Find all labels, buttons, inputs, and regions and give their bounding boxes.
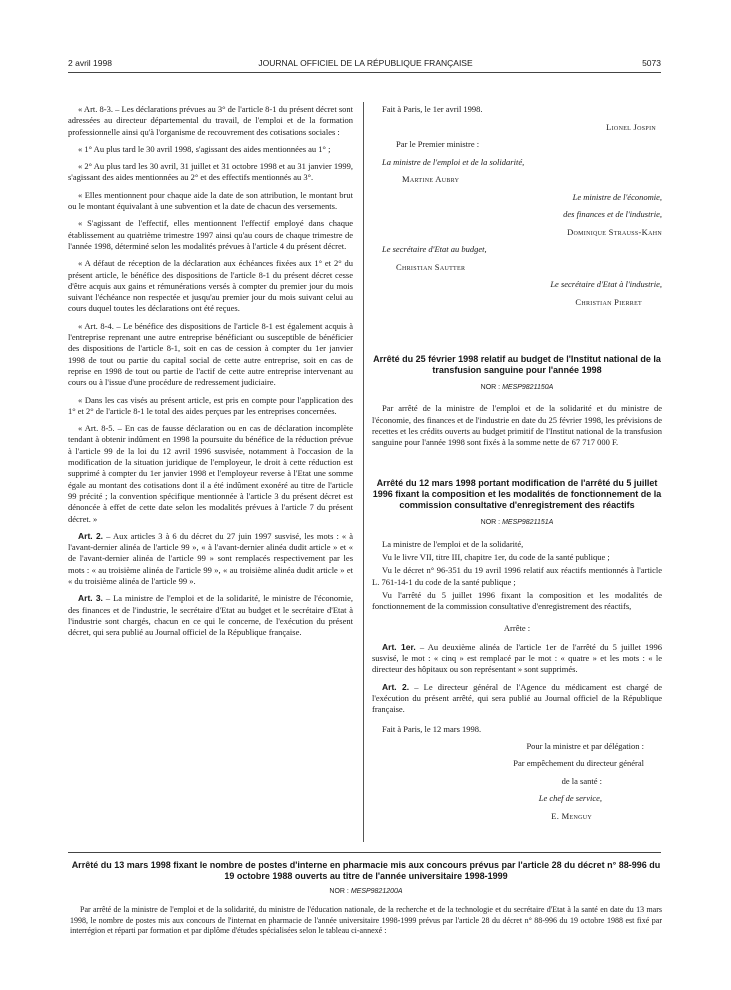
signature-date: Fait à Paris, le 1er avril 1998. bbox=[382, 104, 483, 114]
paragraph: « Art. 8-3. – Les déclarations prévues au 3° de l'article 8-1 du présent décret sont adressées au directeur départemental du travail, de l'emploi et de la formation professionnelle ainsi qu'à l'organisme de recouvrement des cotisations sociales : bbox=[68, 104, 353, 137]
article-label: Art. 3. bbox=[78, 593, 103, 604]
article-2 bbox=[372, 682, 662, 716]
signature-name: Lionel Jospin bbox=[606, 121, 656, 132]
arrete-title: Arrêté du 13 mars 1998 fixant le nombre de postes d'interne en pharmacie mis aux concours prévus par l'article 28 du décret n° 88-996 du 19 octobre 1988 ouverts au titre de l'année universitaire 1998-1999 bbox=[71, 860, 661, 881]
paragraph: « 1° Au plus tard le 30 avril 1998, s'agissant des aides mentionnées au 1° ; bbox=[78, 143, 331, 154]
header-date: 2 avril 1998 bbox=[68, 58, 112, 68]
article-text: – La ministre de l'emploi et de la solidarité, le ministre de l'économie, des finances et de l'industrie, le secrétaire d'Etat au budget et le secrétaire d'Etat à l'industrie sont chargés, chacun en ce qui le concerne, de l'exécution du présent décret, qui sera publié au Journal officiel de la République française. bbox=[68, 593, 353, 638]
signature-role: Le ministre de l'économie, bbox=[572, 191, 662, 202]
signature-role: Par le Premier ministre : bbox=[396, 139, 480, 149]
paragraph: « Art. 8-5. – En cas de fausse déclaration ou en cas de déclaration incomplète tendant à obtenir indûment en 1998 la poursuite du bénéfice de la réduction prévue à l'article 99 de la loi du 12 avril 1996 susvisée, notamment à l'occasion de la modification de la situation juridique de l'employeur, le droit à cette réduction est supprimé à compter du 1er janvier 1998 et l'employeur reverse à l'Etat une somme égale au montant des cotisations dont il a été indûment exonéré au titre de l'article 99 précité ; la convention spécifique mentionnée à l'article 3 du présent décret est dénoncée à effet de cette date selon les modalités prévues à l'article 7 du présent décret. » bbox=[68, 423, 353, 524]
section-rule bbox=[68, 852, 661, 853]
arrete-title: Arrêté du 12 mars 1998 portant modification de l'arrêté du 5 juillet 1996 fixant la composition et les modalités de fonctionnement de la commission consultative d'enregistrement des réactifs bbox=[372, 478, 662, 511]
arrete-word: Arrête : bbox=[503, 622, 531, 633]
delegation-line: Par empêchement du directeur général bbox=[513, 758, 644, 769]
delegation-line: Le chef de service, bbox=[538, 793, 602, 804]
nor-reference: NOR : MESP9821200A bbox=[329, 888, 403, 895]
signature-name: Martine Aubry bbox=[402, 174, 460, 184]
delegation-line: de la santé : bbox=[561, 775, 602, 786]
signature-role: La ministre de l'emploi et de la solidarité, bbox=[382, 156, 525, 167]
signature-date: Fait à Paris, le 12 mars 1998. bbox=[382, 723, 482, 734]
paragraph: « Elles mentionnent pour chaque aide la date de son attribution, le montant brut ou le montant équivalant à une subvention et la date de chacun des versements. bbox=[68, 189, 353, 212]
paragraph: « Dans les cas visés au présent article, est pris en compte pour l'application des 1° et 2° de l'article 8-1 le total des aides perçues par les entreprises concernées. bbox=[68, 394, 353, 416]
arrete-title: Arrêté du 25 février 1998 relatif au budget de l'Institut national de la transfusion sanguine pour l'année 1998 bbox=[373, 354, 661, 375]
paragraph: « S'agissant de l'effectif, elles mentionnent l'effectif employé dans chaque établissement au quatrième trimestre 1997 ainsi qu'au cours de chaque trimestre de l'année 1998, déterminé selon les modalités prévues à l'article 4 du présent décret. bbox=[68, 218, 353, 251]
paragraph: « 2° Au plus tard les 30 avril, 31 juillet et 31 octobre 1998 et au 31 janvier 1999, s'agissant des aides mentionnées au 2° et des effectifs mentionnés au 3°. bbox=[68, 161, 353, 183]
article-text: – Au deuxième alinéa de l'article 1er de l'arrêté du 5 juillet 1996 susvisé, le mot : « cinq » est remplacé par le mot : « quatre » et les mots : « le directeur des hôpitaux ou son représentant » sont supprimés. bbox=[372, 641, 663, 675]
article-text: – Aux articles 3 à 6 du décret du 27 juin 1997 susvisé, les mots : « à l'avant-dernier alinéa de l'article 99 », « à l'avant-dernier alinéa dudit article » et « de l'avant-dernier alinéa de l'article 99 » sont remplacés respectivement par les mots : « au troisième alinéa de l'article 99 », « au troisième alinéa dudit article » et « du troisième alinéa de l'article 99 ». bbox=[68, 530, 353, 586]
left-column bbox=[68, 104, 353, 644]
signature-role: des finances et de l'industrie, bbox=[563, 209, 662, 219]
paragraph: « Art. 8-4. – Le bénéfice des dispositions de l'article 8-1 est également acquis à l'entreprise reprenant une autre entreprise bénéficiant ou susceptible de bénéficier des dispositions de l'article 8-1, soit en cas de cession à compter du 1er janvier 1998 de tout ou partie du capital social de cette autre entreprise, soit en cas de reprise en 1998 de tout ou partie de l'actif de cette autre entreprise intervenant au cours ou à l'issue d'une procédure de redressement judiciaire. bbox=[68, 320, 353, 388]
article-1 bbox=[372, 642, 662, 676]
column-divider bbox=[363, 102, 364, 842]
article-label: Art. 2. bbox=[382, 681, 410, 692]
right-column bbox=[372, 104, 662, 828]
nor-reference: NOR : MESP9821151A bbox=[480, 519, 554, 527]
paragraph: Vu le livre VII, titre III, chapitre 1er, du code de la santé publique ; bbox=[382, 552, 610, 563]
article-label: Art. 2. bbox=[78, 530, 104, 541]
header-journal-title: JOURNAL OFFICIEL DE LA RÉPUBLIQUE FRANÇAISE bbox=[258, 58, 473, 68]
signature-name: E. Menguy bbox=[551, 810, 592, 821]
paragraph: Par arrêté de la ministre de l'emploi et de la solidarité et du ministre de l'économie, des finances et de l'industrie en date du 25 février 1998, les prévisions de recettes et les crédits ouverts au budget primitif de l'Institut national de la transfusion sanguine pour l'année 1998 sont fixés à la somme nette de 67 717 000 F. bbox=[372, 403, 662, 448]
paragraph: « A défaut de réception de la déclaration aux échéances fixées aux 1° et 2° du présent article, le bénéfice des dispositions de l'article 8-1 du présent décret cesse d'être acquis aux gains et rémunérations versés à compter du premier jour du mois suivant l'échéance non respectée et jusqu'au premier jour du mois suivant celui au cours duquel toutes les déclarations ont été reçues. bbox=[68, 258, 353, 314]
article-3 bbox=[68, 593, 353, 638]
signature-name: Christian Pierret bbox=[575, 296, 642, 307]
signature-name: Dominique Strauss-Kahn bbox=[567, 226, 662, 237]
signature-name: Christian Sautter bbox=[396, 261, 466, 272]
article-label: Art. 1er. bbox=[382, 641, 416, 652]
header-page-number: 5073 bbox=[642, 58, 661, 68]
header-rule bbox=[68, 72, 661, 73]
nor-reference: NOR : MESP9821150A bbox=[480, 384, 554, 391]
signature-role: Le secrétaire d'Etat au budget, bbox=[382, 244, 487, 254]
paragraph: La ministre de l'emploi et de la solidarité, bbox=[382, 538, 524, 549]
article-2 bbox=[68, 531, 353, 587]
article-text: – Le directeur général de l'Agence du médicament est chargé de l'exécution du présent arrêté, qui sera publié au Journal officiel de la République française. bbox=[372, 681, 662, 715]
delegation-line: Pour la ministre et par délégation : bbox=[526, 740, 644, 751]
paragraph: Vu l'arrêté du 5 juillet 1996 fixant la composition et les modalités de fonctionnement de la commission consultative d'enregistrement des réactifs, bbox=[372, 589, 662, 612]
paragraph: Vu le décret n° 96-351 du 19 avril 1996 relatif aux réactifs mentionnés à l'article L. 761-14-1 du code de la santé publique ; bbox=[372, 565, 662, 587]
signature-role: Le secrétaire d'Etat à l'industrie, bbox=[550, 279, 662, 289]
bottom-section bbox=[70, 860, 662, 937]
paragraph: Par arrêté de la ministre de l'emploi et de la solidarité, du ministre de l'éducation nationale, de la recherche et de la technologie et du secrétaire d'Etat à la santé en date du 13 mars 1998, le nombre de postes mis aux concours de l'internat en pharmacie de l'année universitaire 1998-1999 prévus par l'article 28 du décret n° 88-996 du 19 octobre 1988 est fixé par interrégion et réparti par formation et par diplôme d'études spécialisées selon le tableau ci-annexé : bbox=[70, 905, 662, 935]
